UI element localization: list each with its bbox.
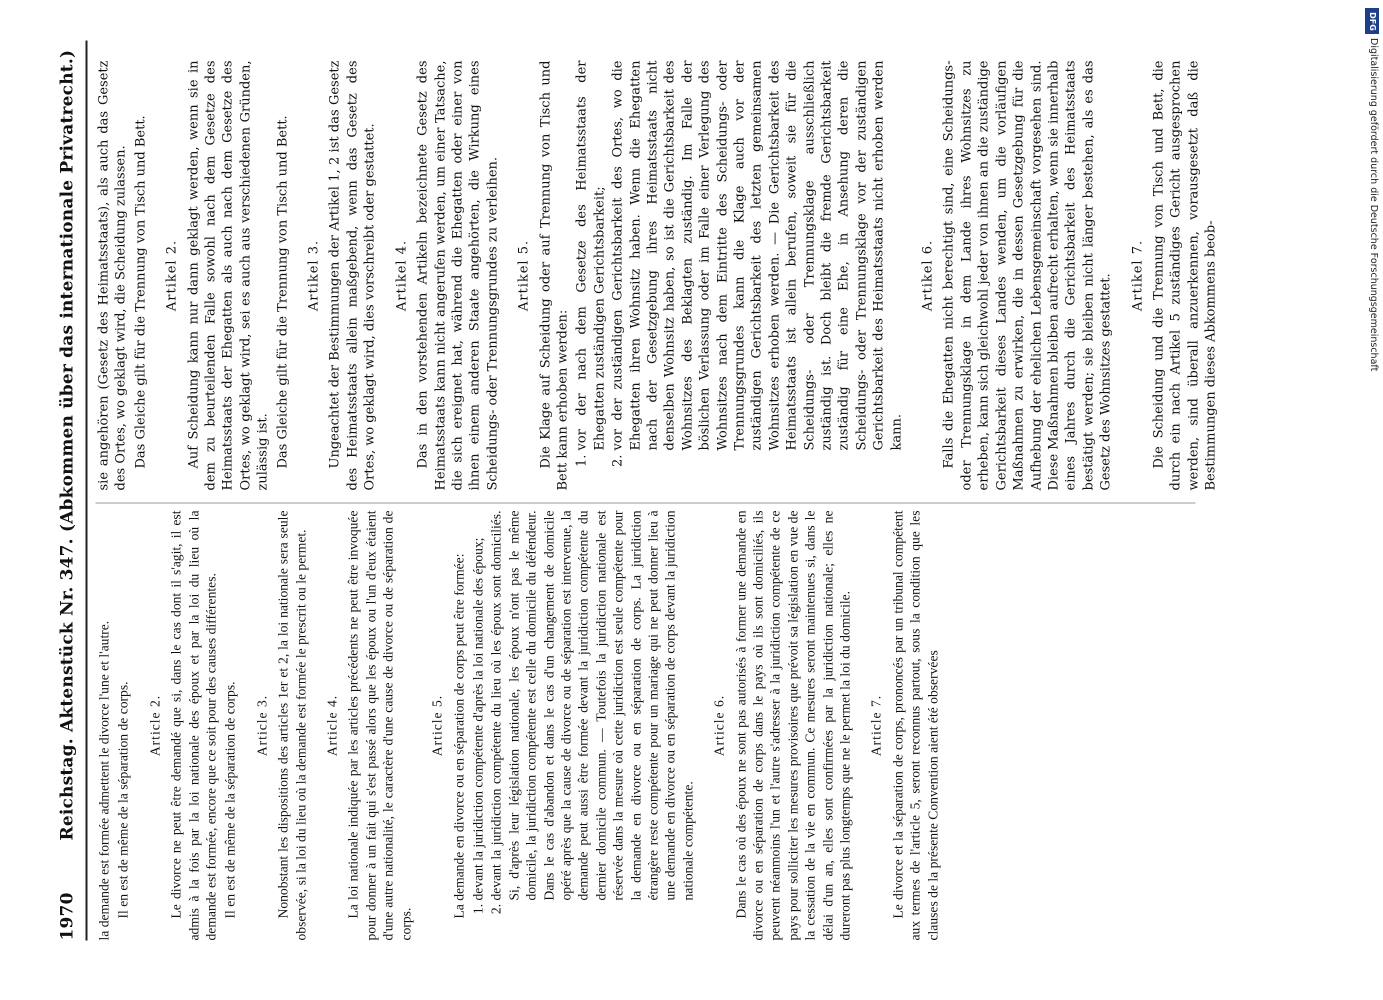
rotated-document-page: [0, 1, 1383, 1000]
column-divider: [96, 503, 1196, 504]
fr-article-5-item-1: 1. devant la juridiction compétente d'après la loi nationale des époux;: [469, 511, 486, 901]
fr-article-6-title: Article 6.: [711, 694, 727, 757]
fr-article-5-p1: La demande en divorce ou en séparation de corps peut être formée:: [451, 553, 466, 919]
de-artikel-6-title: Artikel 6.: [920, 239, 936, 312]
de-artikel-5-title: Artikel 5.: [516, 239, 532, 312]
page-number: 1970: [57, 892, 78, 941]
dfg-logo: DFG: [1365, 8, 1379, 34]
de-artikel-2-p1: Auf Scheidung kann nur dann geklagt werden, wenn sie in dem zu beurteilenden Falle sowohl nach dem Gesetze des Heimatsstaats der Ehegatten als auch nach dem Gesetze des Ortes, wo geklagt wird, sei es auch aus verschiedenen Gründen, zulässig ist.: [186, 60, 271, 491]
de-artikel-3-title: Artikel 3.: [306, 239, 322, 312]
de-artikel-7-title: Artikel 7.: [1130, 239, 1146, 312]
de-artikel-5-list: [574, 61, 906, 491]
de-artikel-4-p1: Das in den vorstehenden Artikeln bezeichnete Gesetz des Heimatsstaats kann nicht angerufen werden, um einer Tatsache, die sich ereignet hat, während die Ehegatten oder einer von ihnen einem anderen Staate angehörten, die Wirkung eines Scheidungs- oder Trennungsgrundes zu verleihen.: [415, 60, 501, 491]
fr-article-5-title: Article 5.: [429, 694, 445, 757]
fr-article-3-title: Article 3.: [254, 694, 270, 757]
fr-intro-p2: Il en est de même de la séparation de corps.: [115, 681, 131, 919]
de-artikel-5-p1: Die Klage auf Scheidung oder auf Trennung von Tisch und Bett kann erhoben werden:: [538, 60, 571, 491]
credit-text: Digitalisierung gefördert durch die Deutsche Forschungsgemeinschaft: [1368, 38, 1379, 372]
fr-intro-p1: la demande est formée admettent le divorce l'une et l'autre.: [96, 620, 112, 941]
fr-article-2-p1: Le divorce ne peut être demandé que si, dans le cas dont il s'agit, il est admis à la fois par la loi nationale des époux et par la loi du lieu où la demande est formée, encore que ce soit pour des causes différentes.: [168, 510, 219, 941]
de-artikel-2-p2: Das Gleiche gilt für die Trennung von Tisch und Bett.: [275, 115, 291, 469]
header-rule: [86, 41, 88, 941]
digitization-credit: [1365, 8, 1379, 658]
page-header: [58, 41, 88, 941]
fr-article-7-p1: Le divorce et la séparation de corps, prononcés par un tribunal compétent aux termes de l'article 5, seront reconnus partout, sous la condition que les clauses de la présente Convention aient été observées: [890, 510, 941, 941]
fr-article-5-list: [469, 511, 696, 941]
de-intro-p2: Das Gleiche gilt für die Trennung von Tisch und Bett.: [133, 115, 149, 469]
fr-article-7-title: Article 7.: [868, 694, 884, 757]
fr-article-4-title: Article 4.: [324, 694, 340, 757]
fr-article-2-p2: Il en est de même de la séparation de corps.: [222, 681, 238, 919]
fr-article-2-title: Article 2.: [147, 694, 163, 757]
de-artikel-7-p1: Die Scheidung und die Trennung von Tisch und Bett, die durch ein nach Artikel 5 zuständiges Gericht ausgesprochen werden, sind überall anzuerkennen, vorausgesetzt daß die Bestimmungen dieses Abkommens beob-: [1151, 60, 1219, 491]
de-artikel-4-title: Artikel 4.: [394, 239, 410, 312]
de-artikel-2-title: Artikel 2.: [164, 239, 180, 312]
fr-article-6-p1: Dans le cas où des époux ne sont pas autorisés à former une demande en divorce ou en séparation de corps dans le pays où ils sont domiciliés, ils peuvent néanmoins l'un et l'autre s'adresser à la juridiction compétente de ce pays pour solliciter les mesures provisoires que prévoit sa législation en vue de la cessation de la vie en commun. Ce mesures seront maintenues si, dans le délai d'un an, elles sont confirmées par la juridiction nationale; elles ne dureront pas plus longtemps que ne le permet la loi du domicile.: [733, 510, 853, 941]
french-column: [96, 511, 1256, 941]
de-intro-p1: sie angehören (Gesetz des Heimatsstaats), als auch das Gesetz des Ortes, wo geklagt wird, die Scheidung zulassen.: [96, 60, 129, 491]
page-title: Reichstag. Aktenstück Nr. 347. (Abkommen über das internationale Privatrecht.): [57, 49, 78, 841]
fr-article-3-p1: Nonobstant les dispositions des articles 1er et 2, la loi nationale sera seule observée, si la loi du lieu où la demande est formée le prescrit ou le permet.: [275, 510, 309, 941]
de-artikel-5-item-2: 2. vor der zuständigen Gerichtsbarkeit des Ortes, wo die Ehegatten ihren Wohnsitz haben. Wenn die Ehegatten nach der Gesetzgebung ihres Heimatsstaats nicht denselben Wohnsitz haben, so ist die Gerichtsbarkeit des Wohnsitzes des Beklagten zuständig. Im Falle der böslichen Verlassung oder im Falle einer Verlegung des Wohnsitzes nach dem Eintritte des Scheidungs- oder Trennungsgrundes kann die Klage auch vor der zuständigen Gerichtsbarkeit des letzten gemeinsamen Wohnsitzes erhoben werden. — Die Gerichtsbarkeit des Heimatsstaats ist allein berufen, soweit sie für die Scheidungs- oder Trennungsklage ausschließlich zuständig ist. Doch bleibt die fremde Gerichtsbarkeit zuständig für eine Ehe, in Ansehung deren die Scheidungs- oder Trennungsklage vor der zuständigen Gerichtsbarkeit des Heimatsstaats nicht erhoben werden kann.: [610, 61, 906, 451]
german-column: [96, 61, 1256, 491]
de-artikel-6-p1: Falls die Ehegatten nicht berechtigt sind, eine Scheidungs- oder Trennungsklage in dem Lande ihres Wohnsitzes zu erheben, kann sich gleichwohl jeder von ihnen an die zuständige Gerichtsbarkeit dieses Landes wenden, um die vorläufigen Maßnahmen zu erwirken, die in dessen Gesetzgebung für die Aufhebung der ehelichen Lebensgemeinschaft vorgesehen sind. Diese Maßnahmen bleiben aufrecht erhalten, wenn sie innerhalb eines Jahres durch die Gerichtsbarkeit des Heimatsstaats bestätigt werden; sie bleiben nicht länger bestehen, als es das Gesetz des Wohnsitzes gestattet.: [941, 60, 1114, 491]
fr-article-4-p1: La loi nationale indiquée par les articles précédents ne peut être invoquée pour donner à un fait qui s'est passé alors que les époux ou l'un d'eux étaient d'une autre nationalité, le caractère d'une cause de divorce ou de séparation de corps.: [345, 510, 414, 941]
de-artikel-5-item-1: 1. vor der nach dem Gesetze des Heimatsstaats der Ehegatten zuständigen Gerichtsbarkeit;: [574, 61, 609, 451]
fr-article-5-item-2: 2. devant la juridiction compétente du lieu où les époux sont domiciliés. Si, d'après leur législation nationale, les époux n'ont pas le même domicile, la juridiction compétente est celle du domicile du défendeur. Dans le cas d'abandon et dans le cas d'un changement de domicile opéré après que la cause de divorce ou de séparation est intervenue, la demande peut aussi être formée devant la juridiction compétente du dernier domicile commun. — Toutefois la juridiction nationale est réservée dans la mesure où cette juridiction est seule compétente pour la demande en divorce ou en séparation de corps. La juridiction étrangère reste compétente pour un mariage qui ne peut donner lieu à une demande en divorce ou en séparation de corps devant la juridiction nationale compétente.: [488, 511, 697, 901]
de-artikel-3-p1: Ungeachtet der Bestimmungen der Artikel 1, 2 ist das Gesetz des Heimatsstaats allein maßgebend, wenn das Gesetz des Ortes, wo geklagt wird, dies vorschreibt oder gestattet.: [327, 60, 378, 491]
